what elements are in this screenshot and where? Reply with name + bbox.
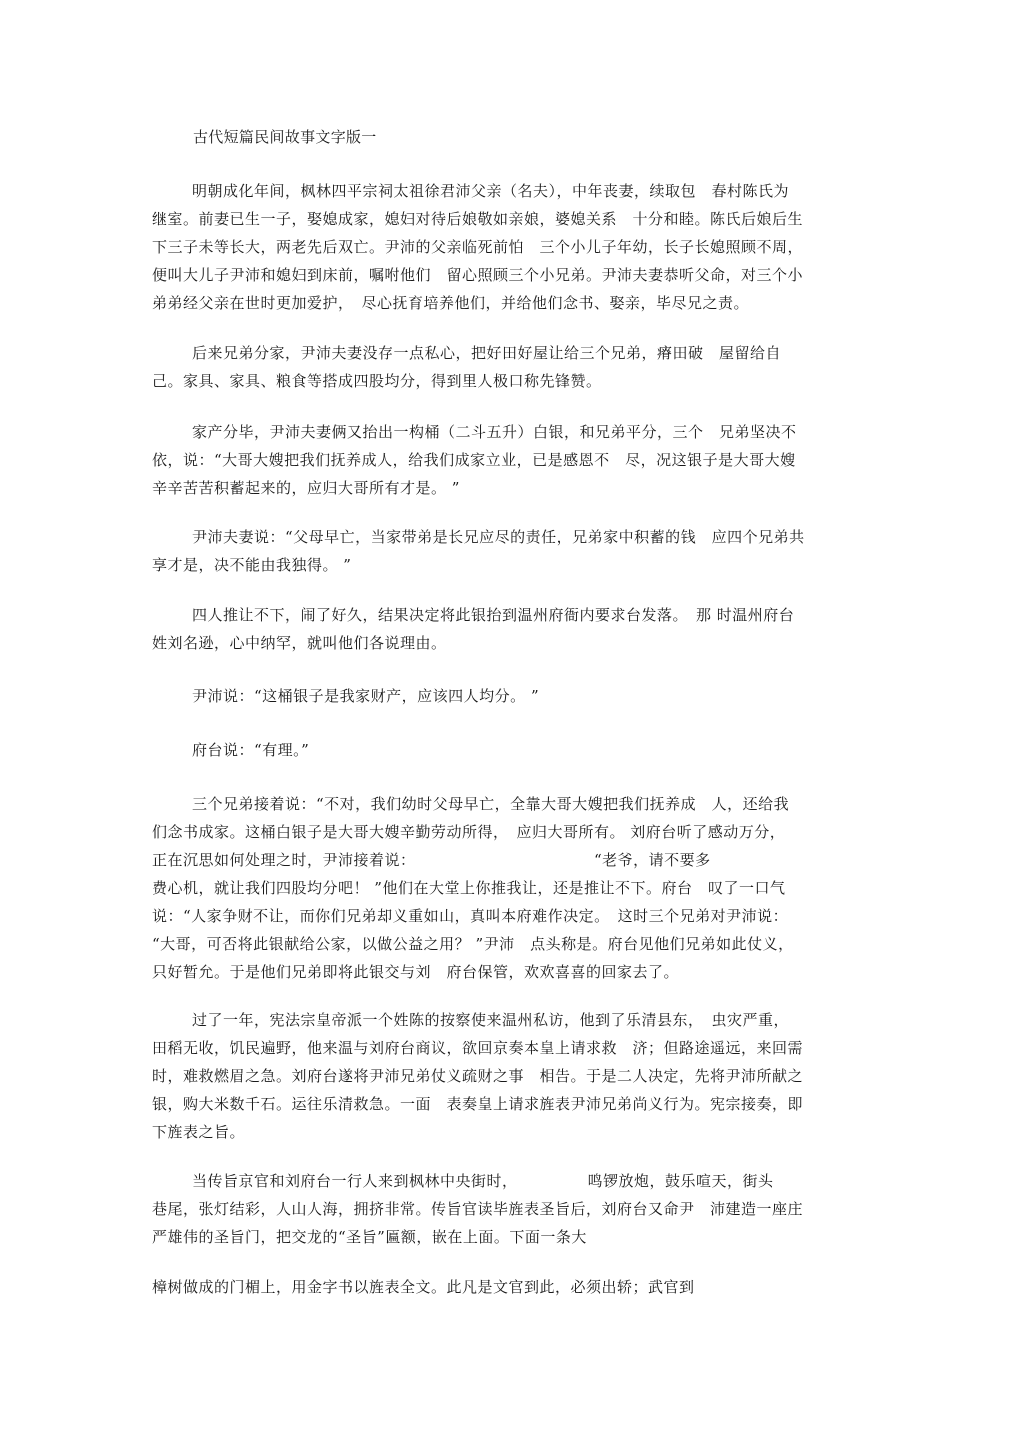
paragraph-7 — [152, 736, 892, 764]
paragraph-10 — [152, 1167, 892, 1251]
text-line: 过了一年，宪法宗皇帝派一个姓陈的按察使来温州私访，他到了乐清县东， 虫灾严重， — [192, 1011, 790, 1029]
text-line: 享才是，决不能由我独得。 ” — [152, 556, 352, 574]
document-title: 古代短篇民间故事文字版一 — [193, 128, 377, 146]
text-line: “大哥，可否将此银献给公家，以做公益之用？ ”尹沛 点头称是。府台见他们兄弟如此仗义， — [152, 935, 794, 953]
text-line: 樟树做成的门楣上，用金字书以旌表全文。此凡是文官到此，必须出轿；武官到 — [152, 1278, 695, 1296]
text-line: 姓刘名逊，心中纳罕，就叫他们各说理由。 — [152, 634, 447, 652]
text-line: 三个兄弟接着说：“不对，我们幼时父母早亡，全靠大哥大嫂把我们抚养成 人，还给我 — [192, 795, 790, 813]
paragraph-11 — [152, 1273, 892, 1301]
text-line: 巷尾，张灯结彩，人山人海，拥挤非常。传旨官读毕旌表圣旨后，刘府台又命尹 沛建造一座庄 — [152, 1200, 804, 1218]
text-line: 们念书成家。这桶白银子是大哥大嫂辛勤劳动所得， 应归大哥所有。 刘府台听了感动万分， — [152, 823, 786, 841]
text-line: 继室。前妻已生一子，娶媳成家，媳妇对待后娘敬如亲娘，婆媳关系 十分和睦。陈氏后娘后生 — [152, 210, 804, 228]
text-line: 府台说：“有理。” — [192, 741, 310, 759]
paragraph-3 — [152, 418, 892, 502]
text-line: 田稻无收，饥民遍野，他来温与刘府台商议，欲回京奏本皇上请求救 济；但路途遥远，来回需 — [152, 1039, 804, 1057]
text-line: 家产分毕，尹沛夫妻俩又抬出一构桶（二斗五升）白银，和兄弟平分，三个 兄弟坚决不 — [192, 423, 797, 441]
text-line: 下三子未等长大，两老先后双亡。尹沛的父亲临死前怕 三个小儿子年幼，长子长媳照顾不周， — [152, 238, 804, 256]
text-line: 四人推让不下，闹了好久，结果决定将此银抬到温州府衙内要求台发落。 那 时温州府台 — [192, 606, 795, 624]
text-line: 后来兄弟分家，尹沛夫妻没存一点私心，把好田好屋让给三个兄弟，瘠田破 屋留给自 — [192, 344, 782, 362]
paragraph-5 — [152, 601, 892, 657]
text-line: 严雄伟的圣旨门，把交龙的“圣旨”匾额，嵌在上面。下面一条大 — [152, 1228, 587, 1246]
text-line: 说：“人家争财不让，而你们兄弟却义重如山，真叫本府难作决定。 这时三个兄弟对尹沛说： — [152, 907, 789, 925]
text-line: 正在沉思如何处理之时，尹沛接着说： “老爷，请不要多 — [152, 851, 711, 869]
paragraph-1 — [152, 177, 892, 317]
paragraph-9 — [152, 1006, 892, 1146]
paragraph-6 — [152, 682, 892, 710]
text-line: 明朝成化年间，枫林四平宗祠太祖徐君沛父亲（名夫），中年丧妻，续取包 春村陈氏为 — [192, 182, 790, 200]
text-line: 费心机，就让我们四股均分吧！ ”他们在大堂上你推我让，还是推让不下。府台 叹了一口气 — [152, 879, 786, 897]
paragraph-4 — [152, 523, 892, 579]
text-line: 银，购大米数千石。运往乐清救急。一面 表奏皇上请求旌表尹沛兄弟尚义行为。宪宗接奏，即 — [152, 1095, 804, 1113]
paragraph-2 — [152, 339, 892, 395]
text-line: 便叫大儿子尹沛和媳妇到床前，嘱咐他们 留心照顾三个小兄弟。尹沛夫妻恭听父命，对三个小 — [152, 266, 804, 284]
text-line: 辛辛苦苦积蓄起来的，应归大哥所有才是。 ” — [152, 479, 460, 497]
text-line: 尹沛夫妻说：“父母早亡，当家带弟是长兄应尽的责任，兄弟家中积蓄的钱 应四个兄弟共 — [192, 528, 805, 546]
paragraph-8 — [152, 790, 892, 986]
text-line: 只好暂允。于是他们兄弟即将此银交与刘 府台保管，欢欢喜喜的回家去了。 — [152, 963, 680, 981]
text-line: 时，难救燃眉之急。刘府台遂将尹沛兄弟仗义疏财之事 相告。于是二人决定，先将尹沛所献之 — [152, 1067, 804, 1085]
text-line: 下旌表之旨。 — [152, 1123, 246, 1141]
text-line: 当传旨京官和刘府台一行人来到枫林中央街时， 鸣锣放炮，鼓乐喧天，街头 — [192, 1172, 774, 1190]
text-line: 弟弟经父亲在世时更加爱护， 尽心抚育培养他们，并给他们念书、娶亲，毕尽兄之责。 — [152, 294, 750, 312]
text-line: 己。家具、家具、粮食等搭成四股均分，得到里人极口称先锋赞。 — [152, 372, 602, 390]
text-line: 尹沛说：“这桶银子是我家财产，应该四人均分。 ” — [192, 687, 540, 705]
text-line: 依，说：“大哥大嫂把我们抚养成人，给我们成家立业，已是感恩不 尽，况这银子是大哥大嫂 — [152, 451, 796, 469]
